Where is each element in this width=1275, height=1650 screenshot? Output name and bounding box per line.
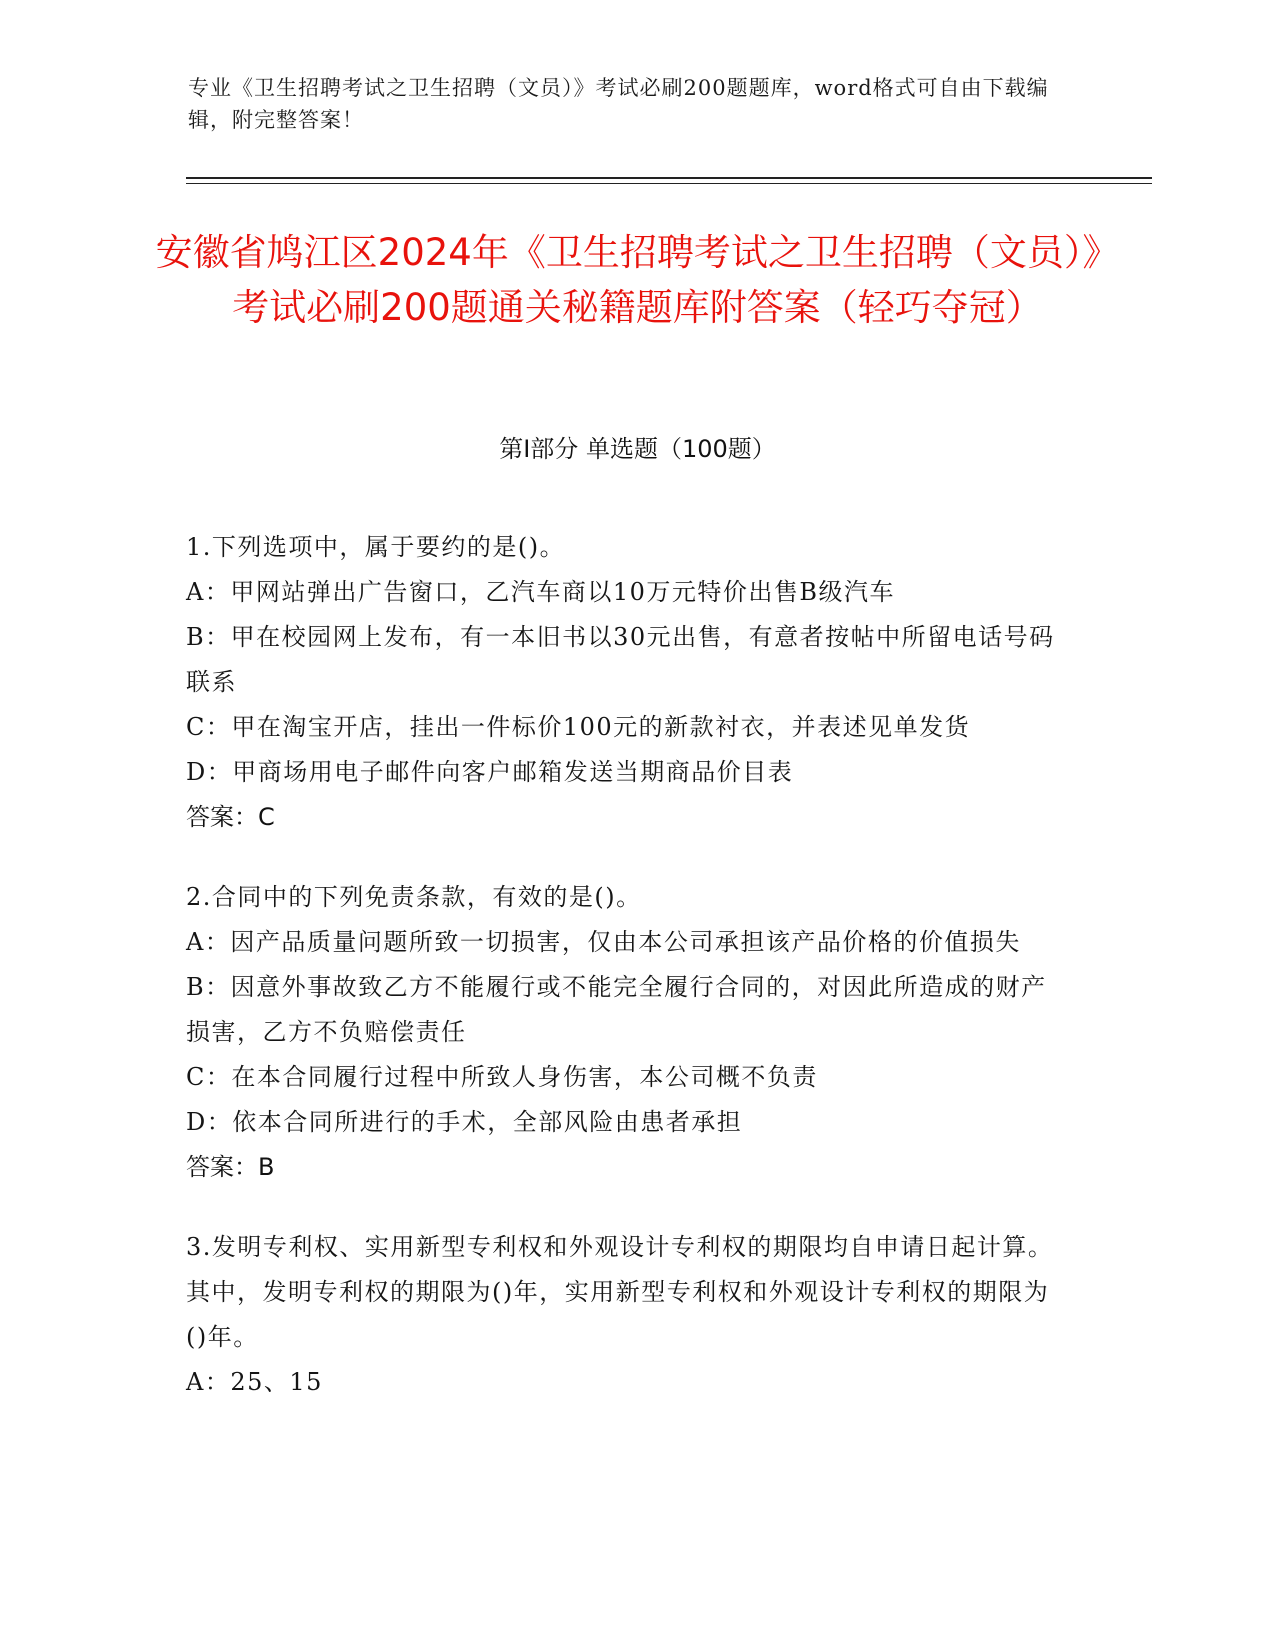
option-a: A：因产品质量问题所致一切损害，仅由本公司承担该产品价格的价值损失 bbox=[186, 928, 1021, 956]
option-b: B：因意外事故致乙方不能履行或不能完全履行合同的，对因此所造成的财产损害，乙方不负赔偿责任 bbox=[186, 973, 1047, 1046]
option-c: C：甲在淘宝开店，挂出一件标价100元的新款衬衣，并表述见单发货 bbox=[186, 713, 971, 741]
question-list bbox=[186, 525, 1066, 1440]
question-2 bbox=[186, 875, 1066, 1190]
question-1 bbox=[186, 525, 1066, 840]
option-d: D：甲商场用电子邮件向客户邮箱发送当期商品价目表 bbox=[186, 758, 794, 786]
question-3 bbox=[186, 1225, 1066, 1405]
header-rule-thin bbox=[186, 183, 1152, 184]
option-b: B：甲在校园网上发布，有一本旧书以30元出售，有意者按帖中所留电话号码联系 bbox=[186, 623, 1055, 696]
question-stem: 1.下列选项中，属于要约的是()。 bbox=[186, 533, 566, 561]
section-heading: 第I部分 单选题（100题） bbox=[499, 435, 776, 463]
document-title: 安徽省鸠江区2024年《卫生招聘考试之卫生招聘（文员）》考试必刷200题通关秘籍题库附答案（轻巧夺冠） bbox=[155, 231, 1120, 329]
option-d: D：依本合同所进行的手术，全部风险由患者承担 bbox=[186, 1108, 743, 1136]
header-rule-thick bbox=[186, 177, 1152, 179]
option-a: A：甲网站弹出广告窗口，乙汽车商以10万元特价出售B级汽车 bbox=[186, 578, 896, 606]
question-stem: 2.合同中的下列免责条款，有效的是()。 bbox=[186, 883, 642, 911]
header-note: 专业《卫生招聘考试之卫生招聘（文员）》考试必刷200题题库，word格式可自由下载编辑，附完整答案！ bbox=[188, 76, 1049, 132]
answer-label: 答案：B bbox=[186, 1153, 275, 1181]
question-stem: 3.发明专利权、实用新型专利权和外观设计专利权的期限均自申请日起计算。其中，发明专利权的期限为()年，实用新型专利权和外观设计专利权的期限为()年。 bbox=[186, 1233, 1054, 1351]
answer-label: 答案：C bbox=[186, 803, 275, 831]
option-c: C：在本合同履行过程中所致人身伤害，本公司概不负责 bbox=[186, 1063, 818, 1091]
option-a: A：25、15 bbox=[186, 1368, 323, 1396]
